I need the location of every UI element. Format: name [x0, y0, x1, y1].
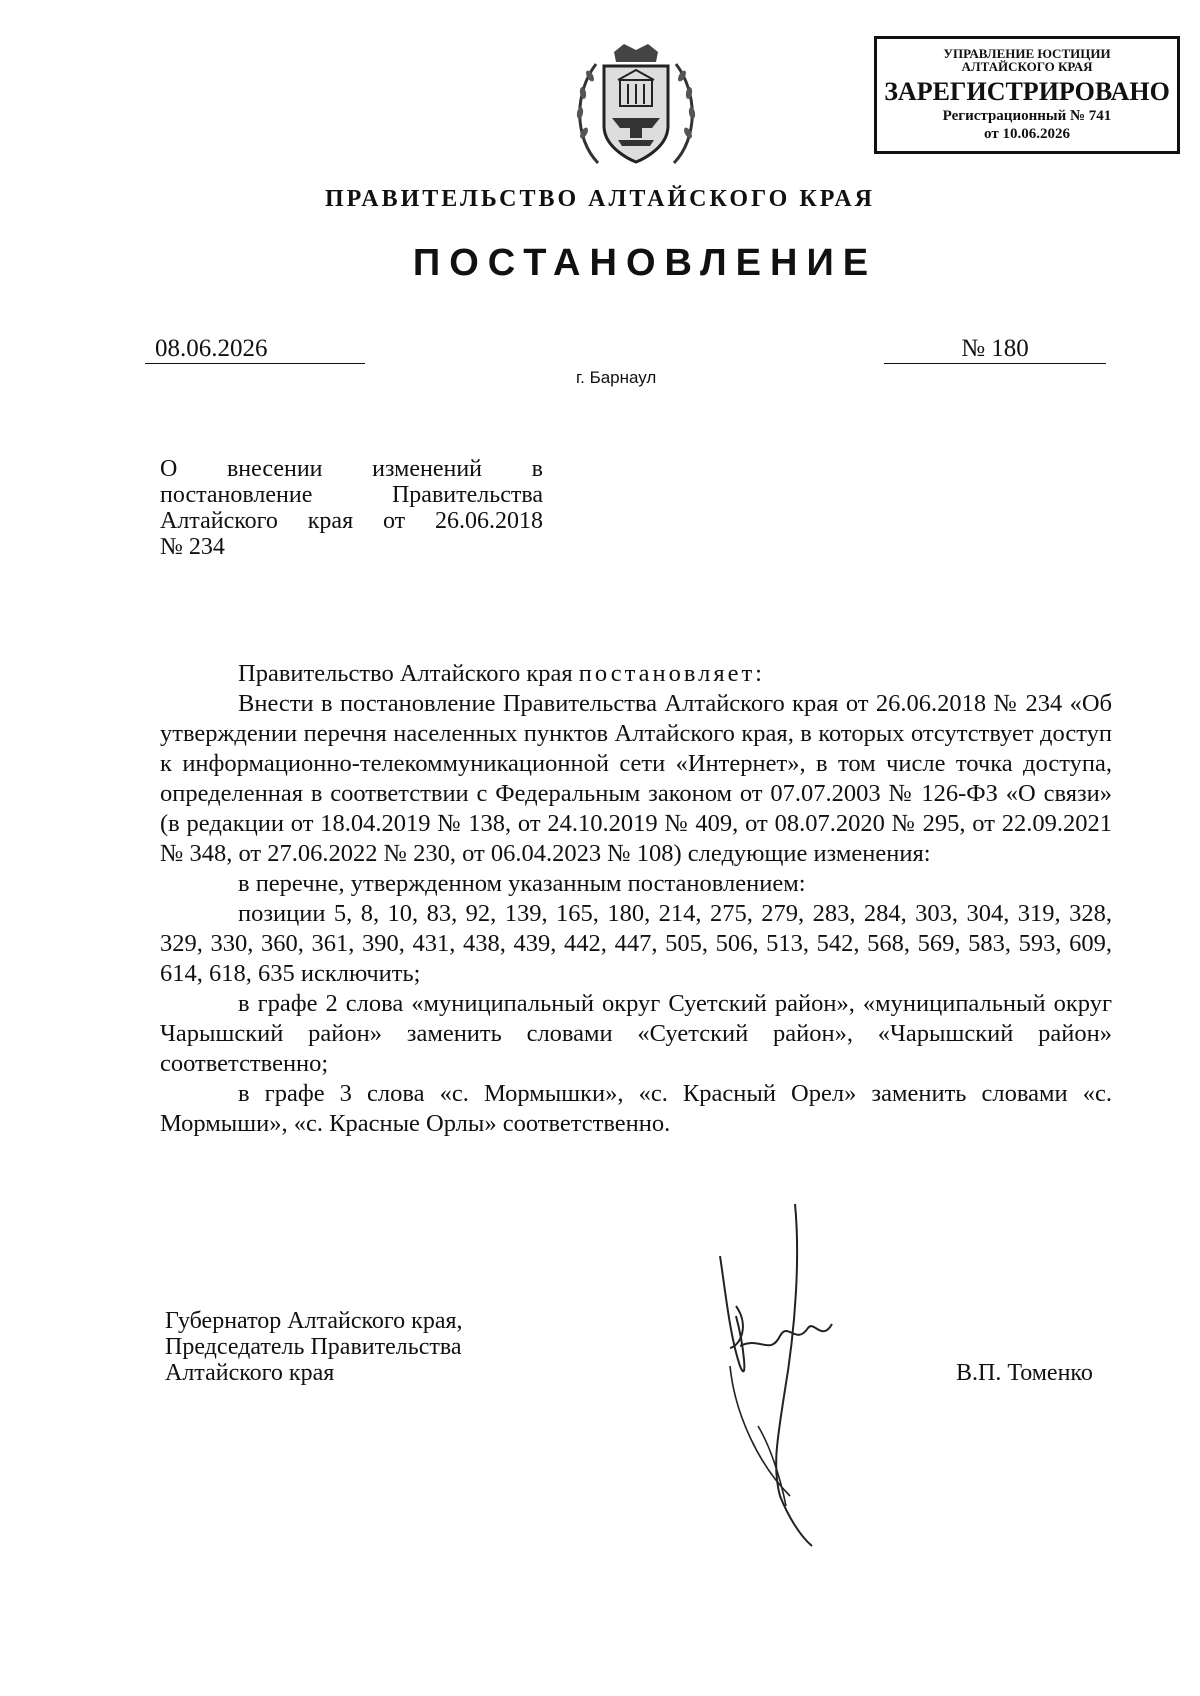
stamp-reg-date: от 10.06.2026 [984, 126, 1070, 142]
signer-title-line: Губернатор Алтайского края, [165, 1308, 463, 1334]
stamp-org-line2: АЛТАЙСКОГО КРАЯ [961, 59, 1093, 74]
document-city: г. Барнаул [576, 368, 657, 387]
stamp-status: ЗАРЕГИСТРИРОВАНО [884, 77, 1170, 106]
body-paragraph: позиции 5, 8, 10, 83, 92, 139, 165, 180, 214, 275, 279, 283, 284, 303, 304, 319, 328, 329, 330, 360, 361, 390, 431, 438, 439, 442, 447, 505, 506, 513, 542, 568, 569, 583, 593, 609, 614, 618, 635 исключить; [160, 900, 1112, 987]
coat-of-arms-emblem [568, 38, 704, 178]
document-type-title: ПОСТАНОВЛЕНИЕ [412, 242, 878, 284]
document-subject [160, 456, 543, 560]
body-intro [160, 659, 1112, 689]
authority-title: ПРАВИТЕЛЬСТВО АЛТАЙСКОГО КРАЯ [325, 186, 875, 212]
subject-line: Алтайского края от 26.06.2018 [160, 508, 543, 534]
body-paragraph: в перечне, утвержденном указанным постановлением: [238, 870, 806, 897]
body-paragraph: в графе 3 слова «с. Мормышки», «с. Красный Орел» заменить словами «с. Мормыши», «с. Красные Орлы» соответственно. [160, 1080, 1112, 1137]
signer-title-line: Алтайского края [165, 1360, 335, 1386]
signer-name: В.П. Томенко [956, 1360, 1093, 1386]
stamp-reg-number: Регистрационный № 741 [942, 108, 1112, 124]
body-paragraph: в графе 2 слова «муниципальный округ Суетский район», «муниципальный округ Чарышский район» заменить словами «Суетский район», «Чарышский район» соответственно; [160, 990, 1112, 1077]
registration-stamp [874, 36, 1180, 154]
body-paragraph: Внести в постановление Правительства Алтайского края от 26.06.2018 № 234 «Об утверждении перечня населенных пунктов Алтайского края, в которых отсутствует доступ к информационно-телекоммуникационной сети «Интернет», в том числе точка доступа, определенная в соответствии с Федеральным законом от 07.07.2003 № 126-ФЗ «О связи» (в редакции от 18.04.2019 № 138, от 24.10.2019 № 409, от 08.07.2020 № 295, от 22.09.2021 № 348, от 27.06.2022 № 230, от 06.04.2023 № 108) следующие изменения: [160, 690, 1112, 867]
subject-line: постановление Правительства [160, 482, 543, 508]
signer-title-line: Председатель Правительства [165, 1334, 462, 1360]
signer-title [165, 1308, 463, 1386]
document-date: 08.06.2026 [145, 335, 365, 364]
intro-prefix: Правительство Алтайского края [238, 660, 579, 687]
subject-line: О внесении изменений в [160, 456, 543, 482]
subject-line: № 234 [160, 534, 225, 560]
handwritten-signature [700, 1196, 880, 1552]
intro-resolves: постановляет: [578, 660, 765, 687]
document-body [160, 659, 1112, 1139]
document-number: № 180 [884, 335, 1106, 364]
stamp-org-line1: УПРАВЛЕНИЕ ЮСТИЦИИ [943, 46, 1111, 61]
